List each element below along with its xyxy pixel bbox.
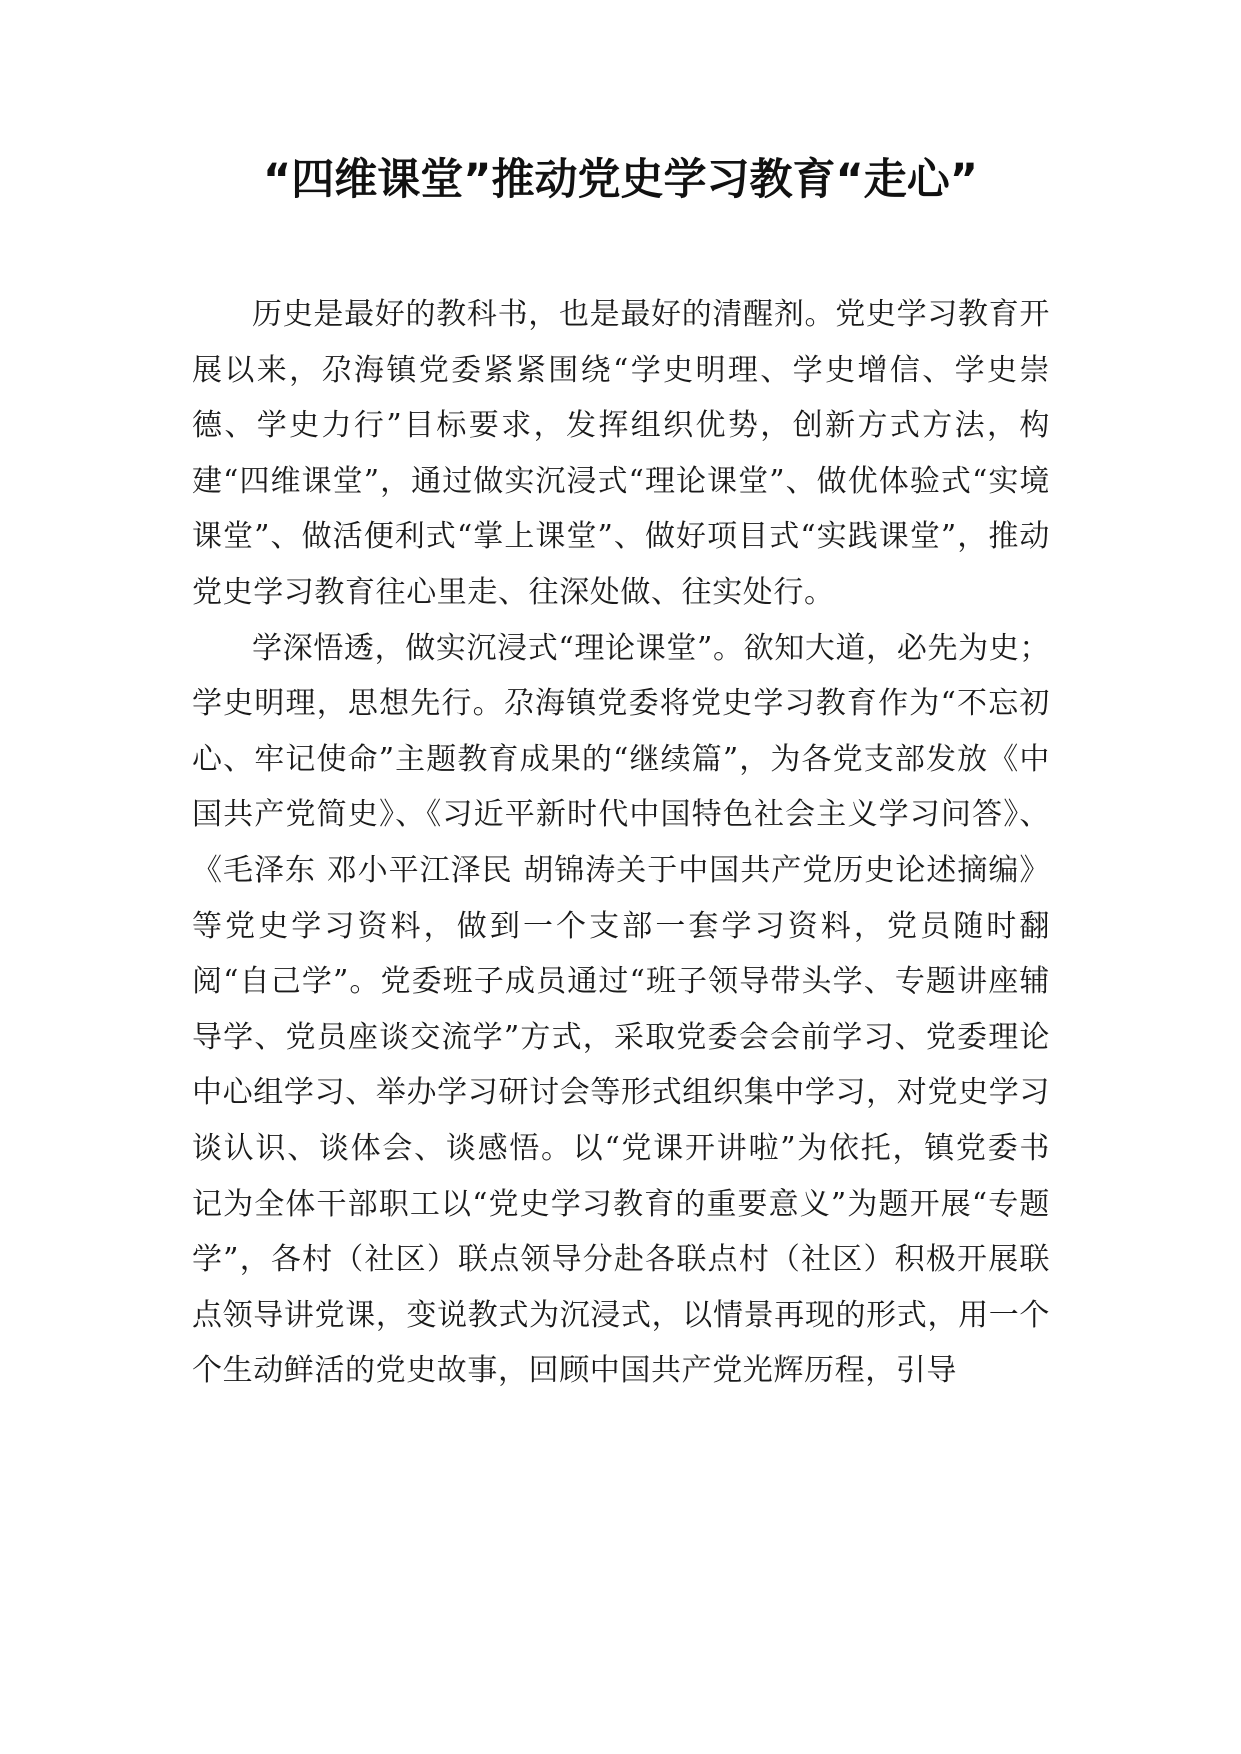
document-title: “四维课堂”推动党史学习教育“走心” <box>262 155 979 205</box>
paragraph-theory-classroom: 学深悟透，做实沉浸式“理论课堂”。欲知大道，必先为史；学史明理，思想先行。尕海镇党委将党史学习教育作为“不忘初心、牢记使命”主题教育成果的“继续篇”，为各党支部发放《中国共产党简史》、《习近平新时代中国特色社会主义学习问答》、《毛泽东 邓小平江泽民 胡锦涛关于中国共产党历史论述摘编》等党史学习资料，做到一个支部一套学习资料，党员随时翻阅“自己学”。党委班子成员通过“班子领导带头学、专题讲座辅导学、党员座谈交流学”方式，采取党委会会前学习、党委理论中心组学习、举办学习研讨会等形式组织集中学习，对党史学习谈认识、谈体会、谈感悟。以“党课开讲啦”为依托，镇党委书记为全体干部职工以“党史学习教育的重要意义”为题开展“专题学”，各村（社区）联点领导分赴各联点村（社区）积极开展联点领导讲党课，变说教式为沉浸式，以情景再现的形式，用一个个生动鲜活的党史故事，回顾中国共产党光辉历程，引导 <box>192 630 1050 1389</box>
paragraph-intro: 历史是最好的教科书，也是最好的清醒剂。党史学习教育开展以来，尕海镇党委紧紧围绕“学史明理、学史增信、学史崇德、学史力行”目标要求，发挥组织优势，创新方式方法，构建“四维课堂”，通过做实沉浸式“理论课堂”、做优体验式“实境课堂”、做活便利式“掌上课堂”、做好项目式“实践课堂”，推动党史学习教育往心里走、往深处做、往实处行。 <box>192 297 1050 610</box>
document-body <box>192 287 1050 1399</box>
